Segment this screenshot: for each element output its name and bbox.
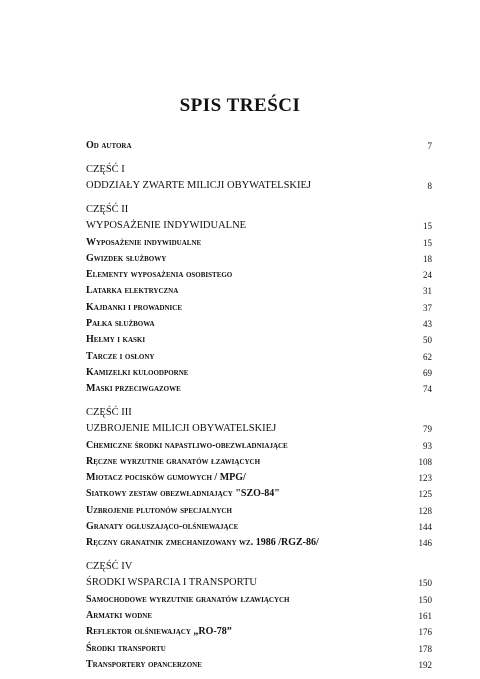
toc-entry	[86, 297, 432, 313]
toc-entry-page: 74	[423, 384, 432, 395]
toc-entry-label: Od autora	[86, 140, 132, 152]
toc-entry	[86, 533, 432, 549]
toc-entry-page: 43	[423, 319, 432, 330]
toc-entry	[86, 346, 432, 362]
part-heading: WYPOSAŻENIE INDYWIDUALNE	[86, 220, 247, 232]
toc-entry-page: 123	[418, 473, 432, 484]
toc-entry-page: 192	[418, 659, 432, 670]
toc-entry-page: 50	[423, 335, 432, 346]
toc-entry-label: Ręczne wyrzutnie granatów łzawiących	[86, 455, 261, 467]
toc-entry	[86, 589, 432, 605]
toc-entry	[86, 265, 432, 281]
part-heading-row	[86, 419, 432, 435]
part-heading-row	[86, 573, 432, 589]
toc-entry	[86, 232, 432, 248]
toc-entry-label: Maski przeciwgazowe	[86, 383, 181, 395]
toc-entry-intro	[86, 136, 432, 152]
toc-entry-label: Ręczny granatnik zmechanizowany wz. 1986 /RGZ-86/	[86, 537, 319, 549]
toc-entry-page: 7	[427, 141, 432, 152]
toc-entry	[86, 435, 432, 451]
toc-entry-label: Kajdanki i prowadnice	[86, 301, 183, 313]
toc-entry-page: 69	[423, 367, 432, 378]
toc-entry-page: 62	[423, 351, 432, 362]
table-of-contents	[86, 136, 432, 671]
toc-entry-label: Hełmy i kaski	[86, 334, 146, 346]
part-heading-page: 15	[423, 221, 432, 232]
toc-entry	[86, 517, 432, 533]
part-label: CZĘŚĆ II	[86, 204, 129, 216]
part-label: CZĘŚĆ III	[86, 407, 132, 419]
part-heading-row	[86, 216, 432, 232]
part-heading: UZBROJENIE MILICJI OBYWATELSKIEJ	[86, 423, 277, 435]
toc-entry-page: 125	[418, 489, 432, 500]
toc-entry-label: Kamizelki kuloodporne	[86, 366, 189, 378]
toc-entry	[86, 468, 432, 484]
part-heading: ODDZIAŁY ZWARTE MILICJI OBYWATELSKIEJ	[86, 180, 311, 192]
toc-entry-label: Reflektor olśniewający „RO-78”	[86, 626, 232, 638]
toc-entry-page: 178	[418, 643, 432, 654]
toc-entry-label: Elementy wyposażenia osobistego	[86, 269, 233, 281]
part-heading-row	[86, 176, 432, 192]
toc-entry-label: Samochodowe wyrzutnie granatów łzawiących	[86, 593, 290, 605]
toc-entry-page: 108	[418, 456, 432, 467]
toc-entry-label: Miotacz pocisków gumowych / MPG/	[86, 472, 246, 484]
part-heading-page: 79	[423, 424, 432, 435]
toc-entry	[86, 500, 432, 516]
toc-entry	[86, 622, 432, 638]
part-label: CZĘŚĆ I	[86, 164, 125, 176]
toc-entry-page: 161	[418, 610, 432, 621]
toc-entry	[86, 379, 432, 395]
toc-entry	[86, 330, 432, 346]
part-heading-page: 150	[418, 578, 432, 589]
toc-entry-page: 18	[423, 253, 432, 264]
toc-entry-page: 24	[423, 270, 432, 281]
toc-entry-label: Wyposażenie indywidualne	[86, 236, 202, 248]
toc-entry-label: Tarcze i osłony	[86, 350, 155, 362]
toc-entry-label: Transportery opancerzone	[86, 658, 202, 670]
toc-entry	[86, 484, 432, 500]
toc-entry	[86, 638, 432, 654]
toc-entry-page: 128	[418, 505, 432, 516]
toc-entry-label: Chemiczne środki napastliwo-obezwładniające	[86, 439, 288, 451]
toc-entry-label: Siatkowy zestaw obezwładniający "SZO-84"	[86, 488, 280, 500]
toc-entry-label: Gwizdek służbowy	[86, 252, 167, 264]
toc-entry	[86, 363, 432, 379]
toc-entry-page: 176	[418, 627, 432, 638]
toc-entry-label: Środki transportu	[86, 642, 166, 654]
page-title: SPIS TREŚCI	[179, 95, 301, 116]
toc-entry-label: Latarka elektryczna	[86, 285, 179, 297]
toc-entry-page: 150	[418, 594, 432, 605]
toc-entry	[86, 606, 432, 622]
part-label: CZĘŚĆ IV	[86, 561, 133, 573]
part-heading-page: 8	[427, 181, 432, 192]
toc-entry-page: 93	[423, 440, 432, 451]
toc-entry-label: Armatki wodne	[86, 609, 152, 621]
toc-entry-page: 37	[423, 302, 432, 313]
toc-entry-page: 15	[423, 237, 432, 248]
toc-entry-label: Uzbrojenie plutonów specjalnych	[86, 504, 232, 516]
toc-entry	[86, 452, 432, 468]
toc-entry-page: 144	[418, 522, 432, 533]
toc-entry-page: 31	[423, 286, 432, 297]
toc-entry	[86, 249, 432, 265]
toc-entry	[86, 281, 432, 297]
toc-entry-page: 146	[418, 538, 432, 549]
toc-entry	[86, 314, 432, 330]
toc-entry	[86, 655, 432, 671]
toc-entry-label: Pałka służbowa	[86, 318, 155, 330]
part-heading: ŚRODKI WSPARCIA I TRANSPORTU	[86, 577, 258, 589]
toc-entry-label: Granaty ogłuszająco-olśniewające	[86, 521, 239, 533]
